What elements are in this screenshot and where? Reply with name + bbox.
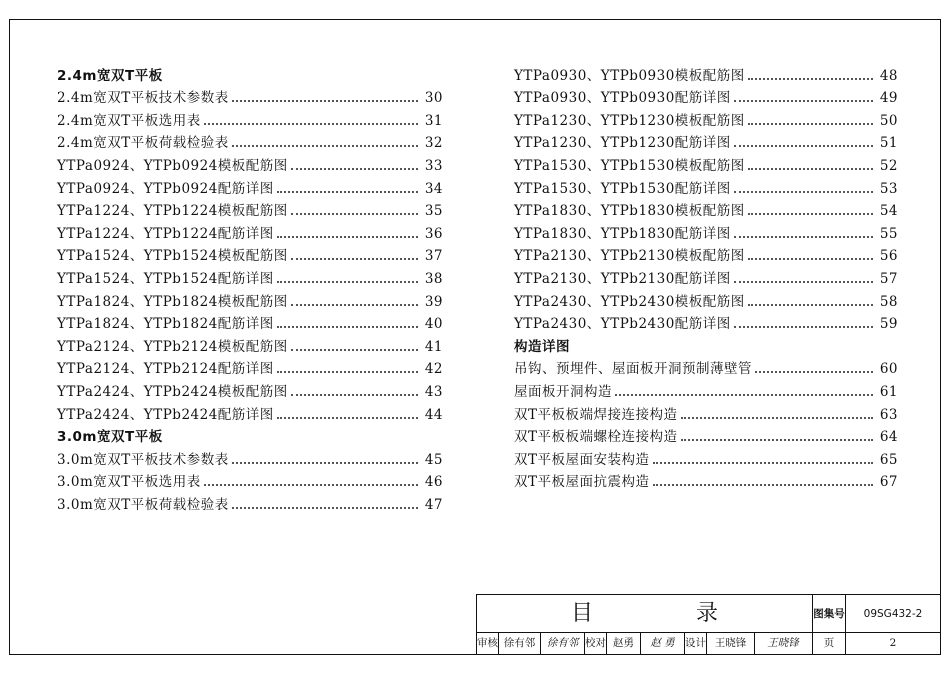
toc-page-number: 40 bbox=[424, 316, 443, 333]
toc-entry bbox=[57, 490, 443, 513]
toc-entry-label: 双T平板板端螺栓连接构造 bbox=[514, 429, 678, 446]
toc-entry bbox=[57, 84, 443, 107]
toc-leader-dots bbox=[734, 191, 873, 193]
toc-entry-label: YTPa1824、YTPb1824模板配筋图 bbox=[57, 293, 288, 310]
toc-leader-dots bbox=[734, 326, 873, 328]
toc-leader-dots bbox=[277, 191, 418, 193]
toc-entry-label: YTPa2124、YTPb2124模板配筋图 bbox=[57, 338, 288, 355]
toc-entry bbox=[57, 174, 443, 197]
toc-entry-label: YTPa1530、YTPb1530配筋详图 bbox=[514, 180, 731, 197]
page-label: 页 bbox=[813, 633, 846, 654]
toc-page-number: 56 bbox=[879, 248, 898, 265]
toc-leader-dots bbox=[204, 123, 418, 125]
toc-entry bbox=[57, 287, 443, 310]
toc-leader-dots bbox=[291, 349, 418, 351]
toc-leader-dots bbox=[615, 394, 873, 396]
toc-entry bbox=[57, 332, 443, 355]
toc-entry-label: 双T平板屋面安装构造 bbox=[514, 451, 650, 468]
toc-page-number: 44 bbox=[424, 406, 443, 423]
toc-page-number: 42 bbox=[424, 361, 443, 378]
toc-entry bbox=[514, 84, 898, 107]
toc-entry-label: YTPa1830、YTPb1830配筋详图 bbox=[514, 225, 731, 242]
toc-leader-dots bbox=[291, 258, 418, 260]
toc-page-number: 43 bbox=[424, 383, 443, 400]
toc-entry-label: YTPa2430、YTPb2430配筋详图 bbox=[514, 316, 731, 333]
toc-entry-label: YTPa1230、YTPb1230模板配筋图 bbox=[514, 112, 745, 129]
toc-entry-label: 双T平板屋面抗震构造 bbox=[514, 474, 650, 491]
toc-leader-dots bbox=[291, 394, 418, 396]
toc-entry bbox=[57, 219, 443, 242]
toc-leader-dots bbox=[748, 123, 873, 125]
toc-leader-dots bbox=[232, 145, 418, 147]
toc-page-number: 49 bbox=[879, 90, 898, 107]
toc-leader-dots bbox=[291, 213, 418, 215]
toc-entry-label: YTPa2130、YTPb2130模板配筋图 bbox=[514, 248, 745, 265]
review-label: 审核 bbox=[477, 633, 499, 654]
toc-entry-label: YTPa1230、YTPb1230配筋详图 bbox=[514, 135, 731, 152]
toc-entry-label: YTPa1224、YTPb1224配筋详图 bbox=[57, 225, 274, 242]
toc-leader-dots bbox=[748, 258, 873, 260]
toc-entry bbox=[514, 151, 898, 174]
toc-page-number: 51 bbox=[879, 135, 898, 152]
toc-entry bbox=[514, 106, 898, 129]
toc-entry bbox=[57, 355, 443, 378]
toc-leader-dots bbox=[277, 281, 418, 283]
toc-leader-dots bbox=[277, 326, 418, 328]
toc-entry bbox=[57, 445, 443, 468]
toc-leader-dots bbox=[277, 236, 418, 238]
toc-leader-dots bbox=[681, 417, 873, 419]
toc-entry-label: YTPa1530、YTPb1530模板配筋图 bbox=[514, 157, 745, 174]
toc-leader-dots bbox=[277, 417, 418, 419]
toc-entry bbox=[57, 106, 443, 129]
toc-page-number: 36 bbox=[424, 225, 443, 242]
toc-entry bbox=[514, 400, 898, 423]
toc-entry bbox=[514, 287, 898, 310]
toc-entry-label: YTPa1524、YTPb1524配筋详图 bbox=[57, 270, 274, 287]
toc-page-number: 54 bbox=[879, 203, 898, 220]
toc-entry-label: 屋面板开洞构造 bbox=[514, 383, 612, 400]
toc-entry bbox=[57, 197, 443, 220]
toc-section-heading bbox=[514, 332, 898, 355]
title-block bbox=[476, 594, 941, 655]
toc-entry bbox=[57, 310, 443, 333]
toc-entry-label: 构造详图 bbox=[514, 338, 570, 355]
toc-entry-label: YTPa2130、YTPb2130配筋详图 bbox=[514, 270, 731, 287]
toc-entry-label: 3.0m宽双T平板技术参数表 bbox=[57, 451, 229, 468]
toc-entry-label: 2.4m宽双T平板选用表 bbox=[57, 112, 201, 129]
toc-entry-label: 吊钩、预埋件、屋面板开洞预制薄壁管 bbox=[514, 361, 752, 378]
toc-entry bbox=[57, 242, 443, 265]
toc-entry-label: YTPa2424、YTPb2424配筋详图 bbox=[57, 406, 274, 423]
toc-page-number: 65 bbox=[879, 451, 898, 468]
toc-entry bbox=[514, 61, 898, 84]
toc-entry-label: YTPa1524、YTPb1524模板配筋图 bbox=[57, 248, 288, 265]
toc-entry-label: YTPa1824、YTPb1824配筋详图 bbox=[57, 316, 274, 333]
toc-entry bbox=[514, 377, 898, 400]
toc-leader-dots bbox=[748, 213, 873, 215]
toc-page-number: 31 bbox=[424, 112, 443, 129]
toc-entry-label: 2.4m宽双T平板 bbox=[57, 67, 163, 84]
toc-entry-label: 3.0m宽双T平板 bbox=[57, 429, 163, 446]
toc-page-number: 30 bbox=[424, 90, 443, 107]
toc-entry-label: 2.4m宽双T平板技术参数表 bbox=[57, 90, 229, 107]
toc-page-number: 47 bbox=[424, 496, 443, 513]
toc-leader-dots bbox=[734, 281, 873, 283]
toc-entry-label: YTPa1224、YTPb1224模板配筋图 bbox=[57, 203, 288, 220]
toc-leader-dots bbox=[291, 304, 418, 306]
toc-left-column bbox=[57, 61, 443, 513]
toc-entry-label: YTPa2124、YTPb2124配筋详图 bbox=[57, 361, 274, 378]
title-block-title: 目 录 bbox=[477, 595, 813, 633]
signature-row bbox=[477, 633, 813, 654]
toc-entry bbox=[514, 445, 898, 468]
toc-entry bbox=[514, 219, 898, 242]
atlas-number: 09SG432-2 bbox=[846, 595, 940, 633]
toc-entry bbox=[514, 423, 898, 446]
toc-entry bbox=[514, 468, 898, 491]
toc-entry-label: YTPa0924、YTPb0924模板配筋图 bbox=[57, 157, 288, 174]
toc-page-number: 59 bbox=[879, 316, 898, 333]
toc-entry-label: 3.0m宽双T平板选用表 bbox=[57, 474, 201, 491]
toc-leader-dots bbox=[734, 100, 873, 102]
toc-page-number: 34 bbox=[424, 180, 443, 197]
toc-entry-label: YTPa0930、YTPb0930配筋详图 bbox=[514, 90, 731, 107]
toc-leader-dots bbox=[681, 439, 873, 441]
toc-page-number: 41 bbox=[424, 338, 443, 355]
reviewer-signature: 徐有邻 bbox=[541, 633, 585, 654]
toc-page-number: 60 bbox=[879, 361, 898, 378]
toc-page-number: 55 bbox=[879, 225, 898, 242]
toc-entry bbox=[57, 468, 443, 491]
toc-leader-dots bbox=[232, 507, 418, 509]
checker-signature: 赵 勇 bbox=[641, 633, 685, 654]
toc-page-number: 67 bbox=[879, 474, 898, 491]
toc-page-number: 57 bbox=[879, 270, 898, 287]
design-label: 设计 bbox=[685, 633, 707, 654]
toc-page-number: 58 bbox=[879, 293, 898, 310]
atlas-number-label: 图集号 bbox=[813, 595, 846, 633]
toc-page-number: 61 bbox=[879, 383, 898, 400]
toc-page-number: 33 bbox=[424, 157, 443, 174]
toc-page-number: 46 bbox=[424, 474, 443, 491]
toc-entry-label: YTPa0930、YTPb0930模板配筋图 bbox=[514, 67, 745, 84]
toc-leader-dots bbox=[291, 168, 418, 170]
toc-leader-dots bbox=[204, 484, 418, 486]
toc-entry-label: YTPa2424、YTPb2424模板配筋图 bbox=[57, 383, 288, 400]
toc-section-heading bbox=[57, 61, 443, 84]
toc-page-number: 52 bbox=[879, 157, 898, 174]
toc-leader-dots bbox=[755, 371, 873, 373]
toc-leader-dots bbox=[232, 100, 418, 102]
toc-entry bbox=[57, 400, 443, 423]
toc-entry bbox=[514, 174, 898, 197]
toc-leader-dots bbox=[748, 168, 873, 170]
page-number: 2 bbox=[889, 637, 897, 649]
designer-signature: 王晓锋 bbox=[767, 637, 799, 649]
checker-name: 赵勇 bbox=[607, 633, 641, 654]
designer-name: 王晓锋 bbox=[707, 633, 755, 654]
toc-entry-label: 双T平板板端焊接连接构造 bbox=[514, 406, 678, 423]
toc-page-number: 64 bbox=[879, 429, 898, 446]
toc-page-number: 39 bbox=[424, 293, 443, 310]
toc-page-number: 32 bbox=[424, 135, 443, 152]
toc-page-number: 45 bbox=[424, 451, 443, 468]
toc-entry bbox=[57, 151, 443, 174]
toc-page-number: 48 bbox=[879, 67, 898, 84]
toc-entry bbox=[514, 264, 898, 287]
toc-entry bbox=[514, 355, 898, 378]
toc-leader-dots bbox=[653, 462, 873, 464]
toc-page-number: 50 bbox=[879, 112, 898, 129]
toc-leader-dots bbox=[653, 484, 873, 486]
toc-leader-dots bbox=[734, 145, 873, 147]
toc-leader-dots bbox=[748, 78, 873, 80]
toc-page-number: 53 bbox=[879, 180, 898, 197]
toc-entry bbox=[514, 242, 898, 265]
toc-section-heading bbox=[57, 423, 443, 446]
toc-page-number: 63 bbox=[879, 406, 898, 423]
toc-entry bbox=[514, 129, 898, 152]
reviewer-name: 徐有邻 bbox=[499, 633, 541, 654]
toc-leader-dots bbox=[232, 462, 418, 464]
toc-entry-label: 2.4m宽双T平板荷载检验表 bbox=[57, 135, 229, 152]
toc-entry-label: YTPa0924、YTPb0924配筋详图 bbox=[57, 180, 274, 197]
toc-entry-label: 3.0m宽双T平板荷载检验表 bbox=[57, 496, 229, 513]
toc-page-number: 35 bbox=[424, 203, 443, 220]
toc-entry-label: YTPa2430、YTPb2430模板配筋图 bbox=[514, 293, 745, 310]
toc-leader-dots bbox=[277, 371, 418, 373]
toc-entry bbox=[57, 129, 443, 152]
toc-entry bbox=[514, 310, 898, 333]
toc-entry bbox=[514, 197, 898, 220]
toc-leader-dots bbox=[734, 236, 873, 238]
toc-page-number: 37 bbox=[424, 248, 443, 265]
toc-entry bbox=[57, 377, 443, 400]
toc-entry bbox=[57, 264, 443, 287]
toc-right-column bbox=[514, 61, 898, 490]
toc-entry-label: YTPa1830、YTPb1830模板配筋图 bbox=[514, 203, 745, 220]
toc-page-number: 38 bbox=[424, 270, 443, 287]
check-label: 校对 bbox=[585, 633, 607, 654]
toc-leader-dots bbox=[748, 304, 873, 306]
